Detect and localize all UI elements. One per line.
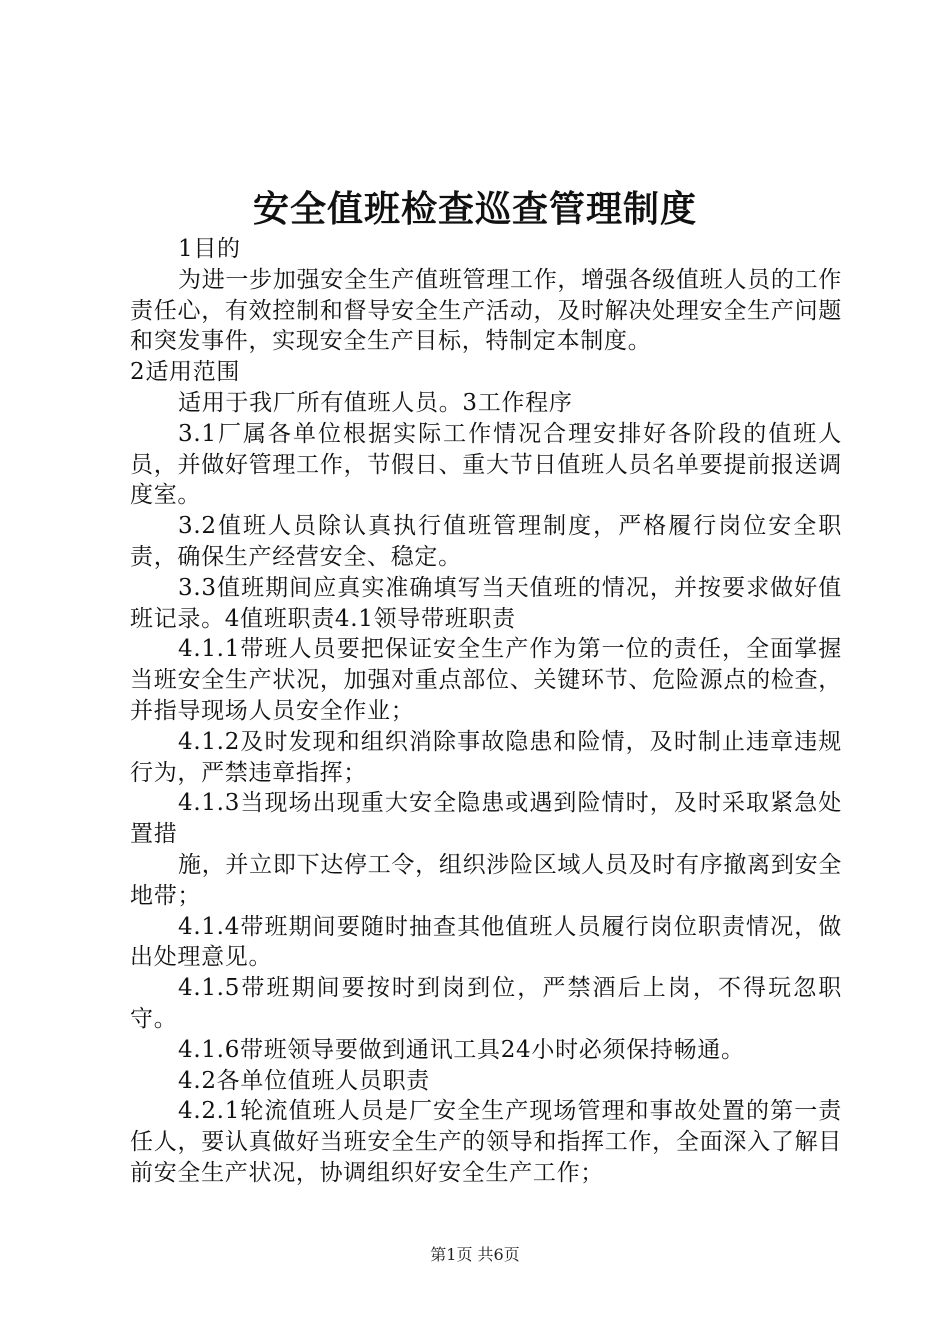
paragraph: 1目的 xyxy=(178,236,241,262)
paragraph: 3.3值班期间应真实准确填写当天值班的情况，并按要求做好值班记录。4值班职责4.1领导带班职责 xyxy=(130,574,842,632)
page-footer: 第1页 共6页 xyxy=(430,1245,520,1264)
paragraph: 3.2值班人员除认真执行值班管理制度，严格履行岗位安全职责，确保生产经营安全、稳定。 xyxy=(130,513,842,570)
document-title: 安全值班检查巡查管理制度 xyxy=(252,188,697,230)
paragraph: 4.1.3当现场出现重大安全隐患或遇到险情时，及时采取紧急处置措 xyxy=(130,790,842,848)
paragraph: 4.2.1轮流值班人员是厂安全生产现场管理和事故处置的第一责任人，要认真做好当班安全生产的领导和指挥工作，全面深入了解目前安全生产状况，协调组织好安全生产工作； xyxy=(130,1098,842,1186)
paragraph: 4.2各单位值班人员职责 xyxy=(178,1067,430,1094)
paragraph: 为进一步加强安全生产值班管理工作，增强各级值班人员的工作责任心，有效控制和督导安全生产活动，及时解决处理安全生产问题和突发事件，实现安全生产目标，特制定本制度。 xyxy=(130,266,842,355)
paragraph: 2适用范围 xyxy=(130,359,241,386)
paragraph: 4.1.4带班期间要随时抽查其他值班人员履行岗位职责情况，做出处理意见。 xyxy=(130,913,842,971)
paragraph: 4.1.6带班领导要做到通讯工具24小时必须保持畅通。 xyxy=(178,1036,745,1063)
paragraph: 施，并立即下达停工令，组织涉险区域人员及时有序撤离到安全地带； xyxy=(130,851,842,909)
paragraph: 3.1厂属各单位根据实际工作情况合理安排好各阶段的值班人员，并做好管理工作，节假日、重大节日值班人员名单要提前报送调度室。 xyxy=(130,420,842,509)
paragraph: 适用于我厂所有值班人员。3工作程序 xyxy=(178,389,573,416)
paragraph: 4.1.5带班期间要按时到岗到位，严禁酒后上岗，不得玩忽职守。 xyxy=(130,975,842,1032)
paragraph: 4.1.2及时发现和组织消除事故隐患和险情，及时制止违章违规行为，严禁违章指挥； xyxy=(130,728,842,786)
document-body xyxy=(130,234,842,1189)
paragraph: 4.1.1带班人员要把保证安全生产作为第一位的责任，全面掌握当班安全生产状况，加强对重点部位、关键环节、危险源点的检查，并指导现场人员安全作业； xyxy=(130,636,842,724)
